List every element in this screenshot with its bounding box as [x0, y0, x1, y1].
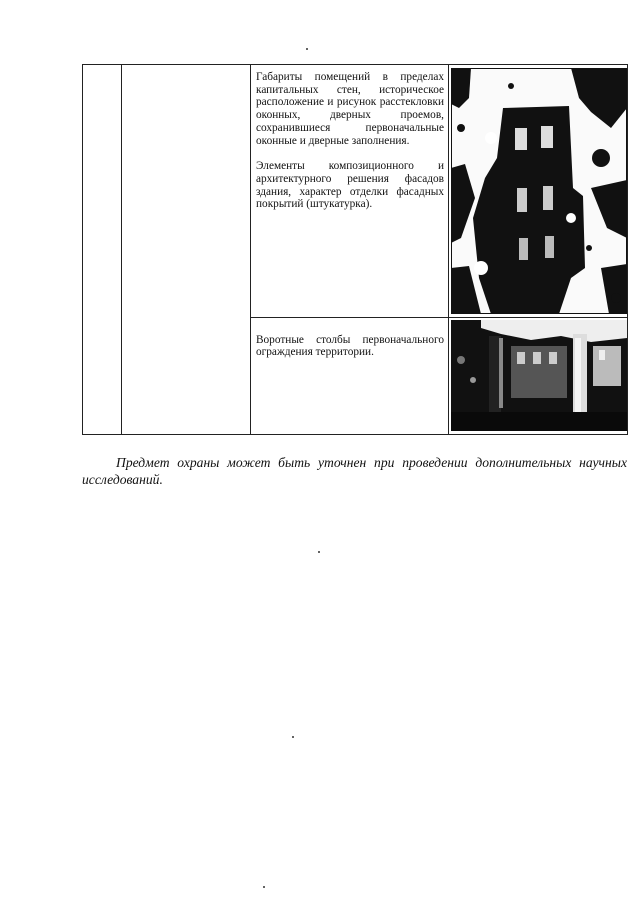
scan-speck: [292, 736, 294, 738]
photo-cell: [449, 65, 628, 318]
description-text: Элементы композиционного и архитектурного решения фасадов здания, характер отделки фасадных покрытий (штукатурка).: [256, 160, 444, 211]
description-cell: [251, 65, 449, 318]
description-text: Габариты помещений в пределах капитальных стен, историческое расположение и рисунок расстекловки оконных, дверных проемов, сохранившиеся первоначальные оконные и дверные заполнения.: [256, 71, 444, 147]
table-row: [83, 65, 628, 318]
scan-speck: [263, 886, 265, 888]
note-text: Предмет охраны может быть уточнен при проведении дополнительных научных исследований.: [82, 455, 627, 487]
scan-speck: [318, 551, 320, 553]
empty-cell-number: [83, 65, 122, 435]
description-cell: [251, 317, 449, 434]
gate-pillars-photo: [451, 320, 627, 431]
scan-speck: [306, 48, 308, 50]
protection-subject-table: [82, 64, 627, 435]
building-facade-photo: [451, 68, 627, 314]
photo-cell: [449, 317, 628, 434]
description-text: Воротные столбы первоначального ограждения территории.: [256, 333, 444, 359]
empty-cell-name: [122, 65, 251, 435]
